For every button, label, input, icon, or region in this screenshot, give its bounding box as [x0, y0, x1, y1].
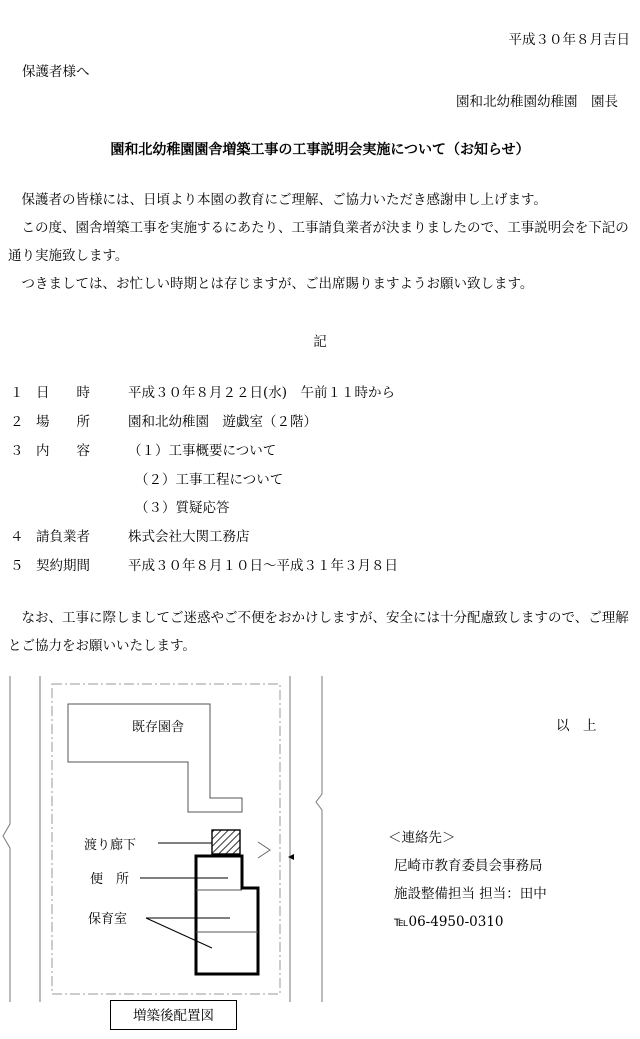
existing-building-label: 既存園舎: [132, 720, 185, 735]
item-number: １: [10, 385, 24, 401]
closing-paragraph: なお、工事に際しましてご迷惑やご不便をおかけしますが、安全には十分配慮致しますので、ご理解とご協力をお願いいたします。: [8, 610, 629, 654]
item-number: ３: [10, 443, 24, 459]
paragraph-request: つきましては、お忙しい時期とは存じますが、ご出席賜りますようお願い致します。: [21, 276, 534, 292]
gate-symbol: [258, 842, 270, 858]
item-number: ４: [10, 529, 24, 545]
document-date: 平成３０年８月吉日: [508, 32, 630, 48]
toilet-label: 便 所: [90, 872, 130, 887]
item-label: 請負業者: [36, 529, 90, 545]
contact-phone: ℡06-4950-0310: [394, 914, 504, 930]
content-sub-item: （２）工事工程について: [135, 472, 284, 488]
nursery-label: 保育室: [88, 912, 128, 927]
ki-heading: 記: [313, 334, 327, 350]
addressee: 保護者様へ: [22, 64, 90, 80]
sender: 園和北幼稚園幼稚園 園長: [456, 94, 618, 110]
left-road-line: [3, 676, 10, 1002]
item-value: 株式会社大関工務店: [128, 529, 250, 545]
paragraph-announcement: この度、園舎増築工事を実施するにあたり、工事請負業者が決まりましたので、工事説明会を下記の通り実施致します。: [8, 220, 629, 264]
item-contract-period: [10, 552, 398, 580]
contact-heading: ＜連絡先＞: [388, 830, 456, 846]
item-value: 平成３０年８月１０日〜平成３１年３月８日: [128, 558, 398, 574]
document-title: 園和北幼稚園園舎増築工事の工事説明会実施について（お知らせ）: [110, 142, 530, 158]
contact-person: 施設整備担当 担当：田中: [394, 886, 547, 902]
site-plan-caption: 増築後配置図: [110, 1000, 237, 1030]
item-label: 場 所: [36, 414, 90, 430]
entrance-arrow: [288, 854, 294, 860]
new-building: [196, 856, 258, 974]
content-sub-item: （３）質疑応答: [135, 500, 230, 516]
corridor-hatched: [212, 830, 240, 854]
contact-organization: 尼崎市教育委員会事務局: [394, 858, 543, 874]
item-number: ２: [10, 414, 24, 430]
item-datetime: [10, 379, 395, 407]
item-location: [10, 408, 317, 436]
item-number: ５: [10, 558, 24, 574]
ijo-closing-mark: 以 上: [556, 718, 597, 734]
item-value: （１）工事概要について: [128, 443, 277, 459]
nursery-leader-line-2: [146, 918, 212, 948]
item-label: 契約期間: [36, 558, 90, 574]
item-contractor: [10, 523, 250, 551]
paragraph-greeting: 保護者の皆様には、日頃より本園の教育にご理解、ご協力いただき感謝申し上げます。: [21, 192, 547, 208]
item-label: 日 時: [36, 385, 90, 401]
right-road-outer-line: [316, 676, 322, 1002]
corridor-label: 渡り廊下: [84, 838, 137, 853]
item-label: 内 容: [36, 443, 90, 459]
item-content: [10, 437, 276, 465]
item-value: 平成３０年８月２２日(水) 午前１１時から: [128, 385, 396, 401]
item-value: 園和北幼稚園 遊戯室（２階）: [128, 414, 317, 430]
